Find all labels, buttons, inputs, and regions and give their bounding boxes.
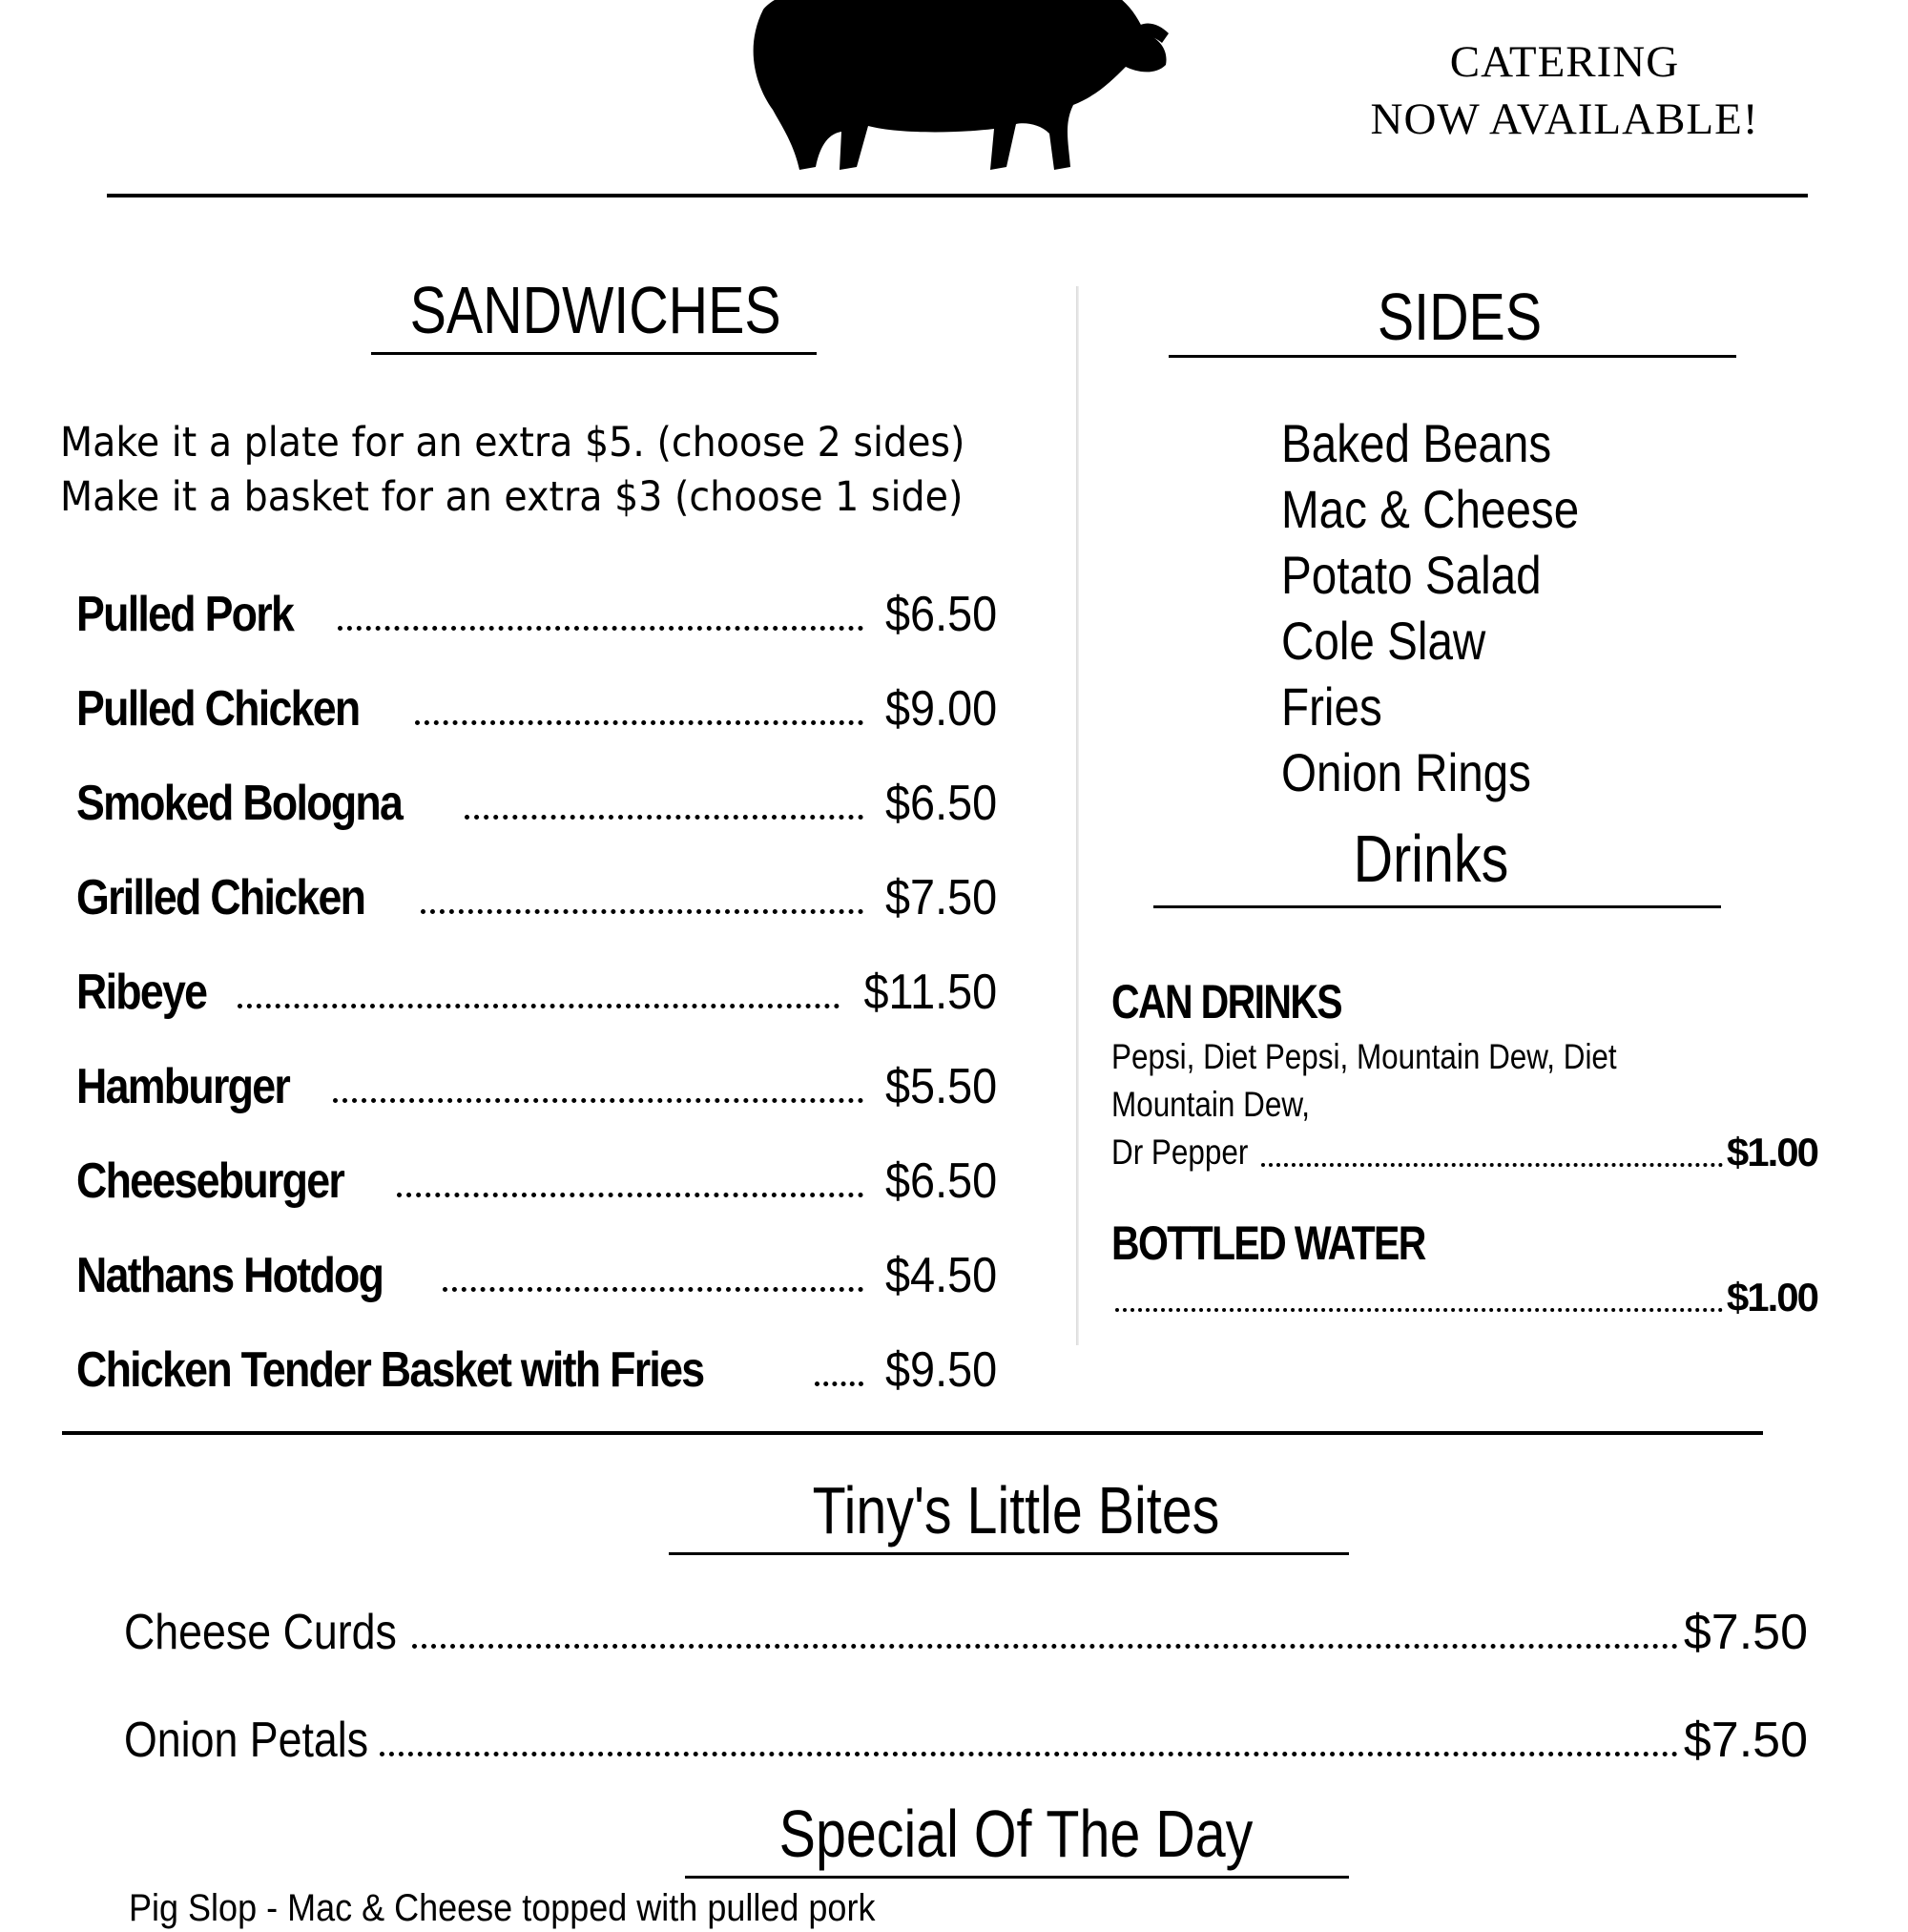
dot-leader <box>333 1098 862 1103</box>
menu-item-price: $4.50 <box>884 1248 997 1303</box>
can-drinks-list-line-3: Dr Pepper <box>1111 1132 1249 1172</box>
side-item: Potato Salad <box>1281 545 1542 605</box>
dot-leader <box>1261 1163 1723 1167</box>
special-heading: Special Of The Day <box>778 1797 1254 1871</box>
menu-item-price: $5.50 <box>884 1059 997 1114</box>
menu-item-price: $11.50 <box>863 965 997 1020</box>
menu-item <box>76 1049 997 1116</box>
catering-line-1: CATERING <box>1449 37 1680 87</box>
menu-item-price: $6.50 <box>884 1153 997 1209</box>
sides-heading: SIDES <box>1377 280 1543 354</box>
sandwiches-heading: SANDWICHES <box>409 273 781 347</box>
menu-item <box>76 861 997 927</box>
catering-line-2: NOW AVAILABLE! <box>1370 94 1759 144</box>
can-drinks-list-line-1: Pepsi, Diet Pepsi, Mountain Dew, Diet <box>1111 1037 1617 1076</box>
menu-item-name: Cheeseburger <box>76 1153 344 1209</box>
dot-leader <box>238 1004 840 1008</box>
bite-item-price: $7.50 <box>1683 1713 1808 1768</box>
menu-item-price: $7.50 <box>884 870 997 925</box>
can-drinks-price: $1.00 <box>1726 1130 1817 1174</box>
dot-leader <box>1115 1308 1723 1312</box>
menu-item-name: Smoked Bologna <box>76 776 403 831</box>
menu-item-name: Hamburger <box>76 1059 290 1114</box>
menu-item-price: $9.00 <box>884 681 997 737</box>
dot-leader <box>443 1287 863 1292</box>
side-item: Fries <box>1281 676 1382 737</box>
basket-note: Make it a basket for an extra $3 (choose 1 side) <box>60 473 964 521</box>
menu-item <box>76 766 997 833</box>
column-divider <box>1076 286 1079 1345</box>
dot-leader <box>397 1193 863 1197</box>
bottled-water-price-row <box>1111 1274 1817 1321</box>
dot-leader <box>338 626 863 631</box>
header-divider <box>107 194 1808 197</box>
special-underline <box>685 1876 1349 1879</box>
special-description: Pig Slop - Mac & Cheese topped with pulled pork <box>129 1887 876 1929</box>
menu-item <box>76 955 997 1022</box>
bites-heading: Tiny's Little Bites <box>812 1473 1220 1548</box>
side-item: Baked Beans <box>1281 413 1552 473</box>
menu-item-price: $6.50 <box>884 776 997 831</box>
sandwiches-underline <box>371 352 817 355</box>
pig-logo <box>735 0 1183 181</box>
menu-item-name: Pulled Chicken <box>76 681 360 737</box>
menu-item-name: Chicken Tender Basket with Fries <box>76 1342 704 1398</box>
menu-item-price: $9.50 <box>884 1342 997 1398</box>
menu-item <box>76 672 997 738</box>
sections-divider <box>62 1431 1763 1435</box>
bite-item <box>124 1595 1808 1662</box>
dot-leader <box>421 909 862 914</box>
bite-item-price: $7.50 <box>1683 1605 1808 1660</box>
can-drinks-heading: CAN DRINKS <box>1111 975 1342 1028</box>
bottled-water-heading: BOTTLED WATER <box>1111 1216 1425 1270</box>
menu-item-name: Nathans Hotdog <box>76 1248 384 1303</box>
menu-item-name: Ribeye <box>76 965 207 1020</box>
sides-underline <box>1169 355 1736 358</box>
menu-item <box>76 1333 997 1400</box>
side-item: Onion Rings <box>1281 742 1531 802</box>
bite-item <box>124 1703 1808 1770</box>
can-drinks-price-row <box>1111 1129 1817 1176</box>
drinks-heading: Drinks <box>1353 821 1509 896</box>
bites-underline <box>669 1552 1349 1555</box>
dot-leader <box>815 1381 862 1386</box>
drinks-underline <box>1153 905 1721 908</box>
menu-item-name: Grilled Chicken <box>76 870 365 925</box>
can-drinks-list-line-2: Mountain Dew, <box>1111 1085 1311 1124</box>
dot-leader <box>465 815 863 820</box>
menu-item <box>76 577 997 644</box>
side-item: Mac & Cheese <box>1281 479 1580 539</box>
menu-item-name: Pulled Pork <box>76 587 294 642</box>
plate-note: Make it a plate for an extra $5. (choose 2 sides) <box>60 419 965 467</box>
menu-item <box>76 1144 997 1211</box>
side-item: Cole Slaw <box>1281 611 1486 671</box>
dot-leader <box>415 720 863 725</box>
dot-leader <box>412 1644 1677 1649</box>
bite-item-name: Onion Petals <box>124 1713 369 1768</box>
catering-notice <box>1317 33 1813 148</box>
menu-item-price: $6.50 <box>884 587 997 642</box>
bottled-water-price: $1.00 <box>1726 1275 1817 1319</box>
dot-leader <box>380 1752 1678 1756</box>
bite-item-name: Cheese Curds <box>124 1605 397 1660</box>
menu-item <box>76 1238 997 1305</box>
